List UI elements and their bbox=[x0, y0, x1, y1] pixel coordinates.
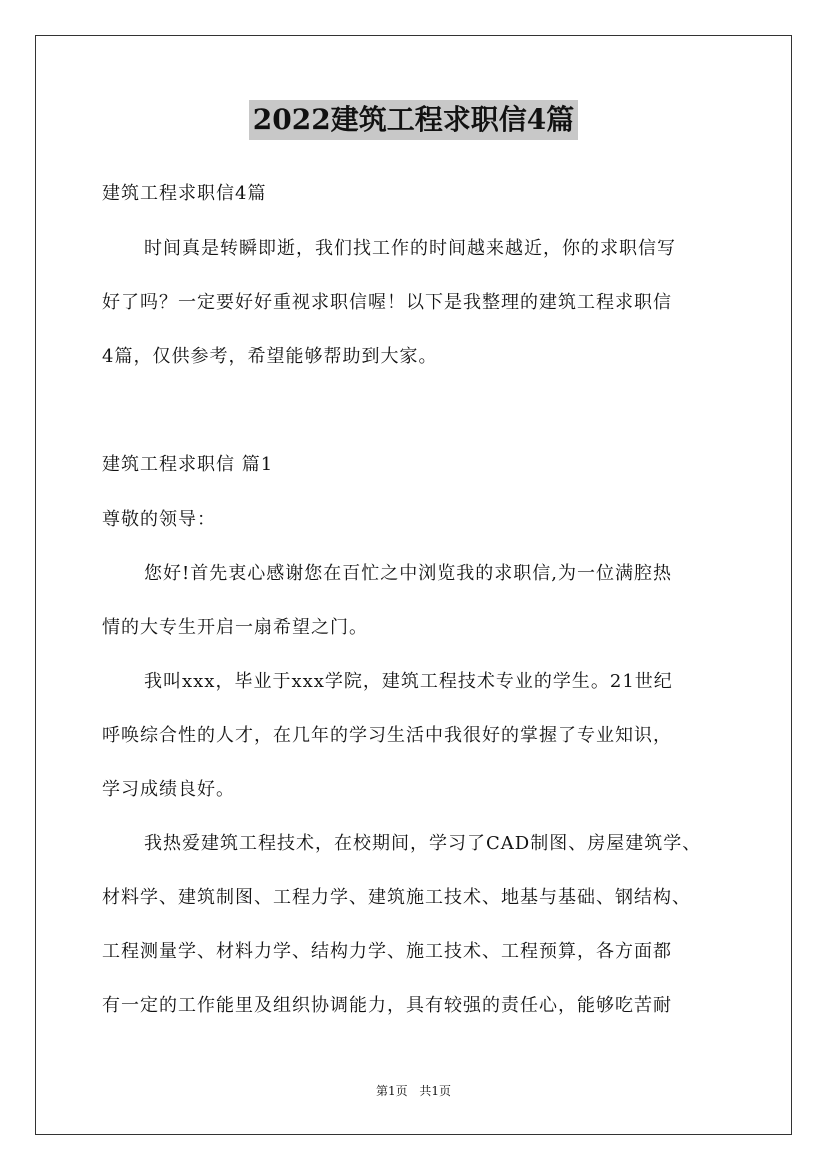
paragraph2-line-1: 我叫xxx，毕业于xxx学院，建筑工程技术专业的学生。21世纪 bbox=[144, 671, 673, 692]
document-title: 2022建筑工程求职信4篇 bbox=[249, 100, 578, 140]
page-total: 共1页 bbox=[419, 1084, 452, 1098]
page-footer bbox=[0, 1083, 827, 1099]
paragraph3-line-1: 我热爱建筑工程技术，在校期间，学习了CAD制图、房屋建筑学、 bbox=[144, 833, 702, 854]
paragraph3-line-2: 材料学、建筑制图、工程力学、建筑施工技术、地基与基础、钢结构、 bbox=[102, 887, 691, 908]
paragraph2-line-3: 学习成绩良好。 bbox=[102, 779, 235, 800]
intro-line-1: 时间真是转瞬即逝，我们找工作的时间越来越近，你的求职信写 bbox=[144, 238, 676, 259]
paragraph1-line-2: 情的大专生开启一扇希望之门。 bbox=[102, 617, 368, 638]
paragraph2-line-2: 呼唤综合性的人才，在几年的学习生活中我很好的掌握了专业知识， bbox=[102, 725, 672, 746]
paragraph3-line-4: 有一定的工作能里及组织协调能力，具有较强的责任心，能够吃苦耐 bbox=[102, 995, 672, 1016]
section-heading: 建筑工程求职信 篇1 bbox=[102, 454, 274, 475]
intro-line-3: 4篇，仅供参考，希望能够帮助到大家。 bbox=[102, 346, 438, 367]
intro-line-2: 好了吗？一定要好好重视求职信喔！以下是我整理的建筑工程求职信 bbox=[102, 292, 672, 313]
paragraph3-line-3: 工程测量学、材料力学、结构力学、施工技术、工程预算，各方面都 bbox=[102, 941, 672, 962]
salutation: 尊敬的领导： bbox=[102, 509, 216, 530]
document-subtitle: 建筑工程求职信4篇 bbox=[102, 183, 267, 204]
page-number: 第1页 bbox=[375, 1084, 408, 1098]
paragraph1-line-1: 您好!首先衷心感谢您在百忙之中浏览我的求职信,为一位满腔热 bbox=[144, 563, 672, 584]
title-container bbox=[0, 100, 827, 140]
